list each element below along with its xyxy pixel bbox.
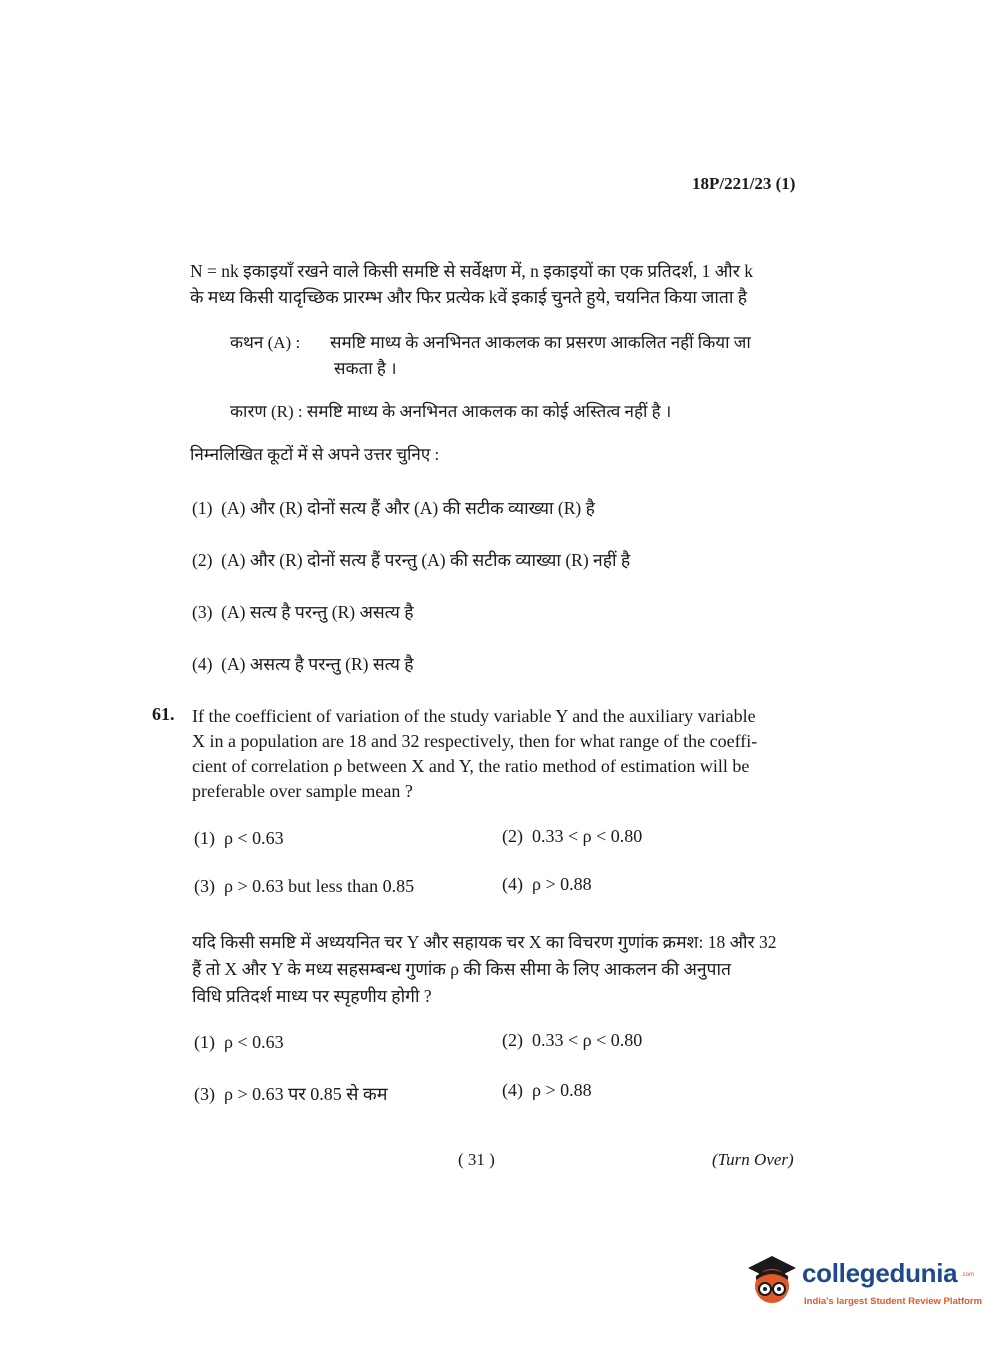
question-en-line-3: cient of correlation ρ between X and Y, the ratio method of estimation will be (192, 756, 750, 776)
paper-code: 18P/221/23 (1) (692, 174, 796, 193)
en-option-3 (194, 876, 414, 897)
en-option-1 (194, 828, 284, 849)
assertion-label: कथन (A) : (230, 333, 301, 352)
question-hi-line-1: यदि किसी समष्टि में अध्ययनित चर Y और सहायक चर X का विचरण गुणांक क्रमश: 18 और 32 (192, 932, 777, 952)
hi-option-1 (194, 1032, 284, 1053)
question-number: 61. (152, 704, 175, 724)
option-number: (4) (502, 1080, 523, 1100)
collegedunia-mascot-icon (742, 1250, 802, 1310)
turn-over-label: (Turn Over) (712, 1150, 794, 1169)
option-text: ρ < 0.63 (224, 828, 284, 848)
option-number: (2) (192, 550, 213, 570)
option-number: (2) (502, 826, 523, 846)
option-number: (4) (502, 874, 523, 894)
option-text: ρ > 0.88 (532, 1080, 592, 1100)
ar-option-4 (192, 652, 414, 676)
ar-option-3 (192, 600, 414, 624)
hindi-intro (190, 258, 802, 310)
option-number: (1) (194, 828, 215, 848)
option-number: (4) (192, 654, 213, 674)
assertion-text-2: सकता है । (334, 359, 397, 378)
option-text: (A) और (R) दोनों सत्य हैं परन्तु (A) की सटीक व्याख्या (R) नहीं है (221, 550, 631, 570)
choose-instruction: निम्नलिखित कूटों में से अपने उत्तर चुनिए : (190, 445, 440, 464)
option-number: (3) (192, 602, 213, 622)
question-en-line-1: If the coefficient of variation of the study variable Y and the auxiliary variable (192, 706, 756, 726)
option-text: ρ > 0.88 (532, 874, 592, 894)
brand-tagline: India's largest Student Review Platform (804, 1296, 983, 1307)
question-hi-line-3: विधि प्रतिदर्श माध्य पर स्पृहणीय होगी ? (192, 986, 432, 1006)
hindi-intro-line-2: के मध्य किसी यादृच्छिक प्रारम्भ और फिर प्रत्येक kवें इकाई चुनते हुये, चयनित किया जाता है (190, 287, 748, 307)
hi-option-4 (502, 1080, 592, 1101)
assertion-text-1: समष्टि माध्य के अनभिनत आकलक का प्रसरण आकलित नहीं किया जा (330, 333, 751, 352)
option-text: ρ > 0.63 but less than 0.85 (224, 876, 415, 896)
option-number: (1) (194, 1032, 215, 1052)
question-en-line-4: preferable over sample mean ? (192, 781, 413, 801)
reason-text: समष्टि माध्य के अनभिनत आकलक का कोई अस्तित्व नहीं है । (306, 402, 672, 421)
page-number: ( 31 ) (458, 1150, 495, 1169)
option-number: (1) (192, 498, 213, 518)
en-option-2 (502, 826, 642, 847)
option-text: 0.33 < ρ < 0.80 (532, 826, 643, 846)
assertion-statement (230, 330, 800, 382)
question-hi-line-2: हैं तो X और Y के मध्य सहसम्बन्ध गुणांक ρ की किस सीमा के लिए आकलन की अनुपात (192, 959, 732, 979)
question-text-en (192, 704, 804, 804)
reason-statement (230, 399, 800, 425)
option-number: (3) (194, 1084, 215, 1104)
option-number: (3) (194, 876, 215, 896)
hi-option-3 (194, 1082, 387, 1106)
option-text: (A) असत्य है परन्तु (R) सत्य है (221, 654, 414, 674)
brand-name: collegedunia (802, 1258, 958, 1288)
ar-option-1 (192, 496, 595, 520)
option-text: ρ > 0.63 पर 0.85 से कम (224, 1084, 388, 1104)
option-text: (A) सत्य है परन्तु (R) असत्य है (221, 602, 414, 622)
option-number: (2) (502, 1030, 523, 1050)
brand-domain-suffix: .com (961, 1272, 975, 1278)
hindi-intro-line-1: N = nk इकाइयाँ रखने वाले किसी समष्टि से सर्वेक्षण में, n इकाइयों का एक प्रतिदर्श, 1 और k (190, 261, 753, 281)
reason-label: कारण (R) : (230, 402, 303, 421)
question-en-line-2: X in a population are 18 and 32 respectively, then for what range of the coeffi- (192, 731, 758, 751)
option-text: 0.33 < ρ < 0.80 (532, 1030, 643, 1050)
option-text: ρ < 0.63 (224, 1032, 284, 1052)
en-option-4 (502, 874, 592, 895)
option-text: (A) और (R) दोनों सत्य हैं और (A) की सटीक व्याख्या (R) है (221, 498, 595, 518)
question-text-hi (192, 929, 804, 1010)
ar-option-2 (192, 548, 630, 572)
hi-option-2 (502, 1030, 642, 1051)
